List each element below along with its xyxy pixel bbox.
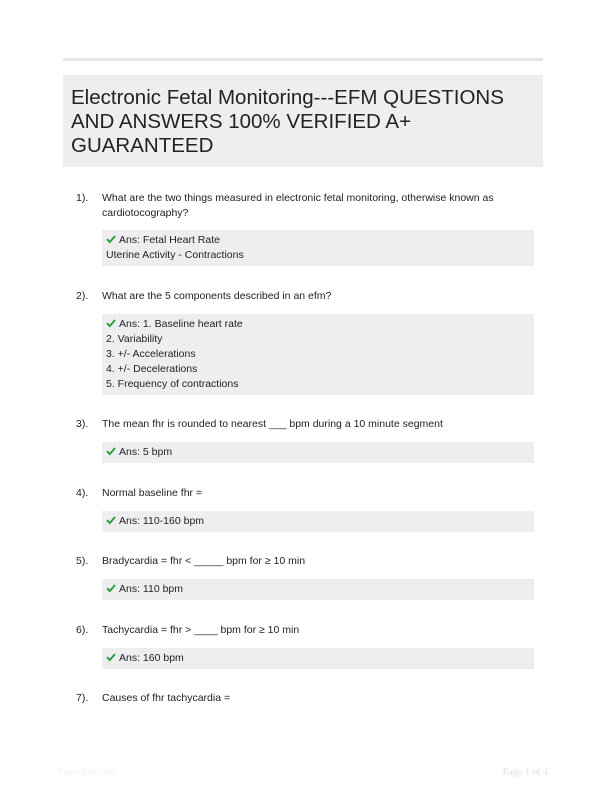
answer-box	[102, 648, 534, 669]
answer-line-first	[106, 445, 530, 460]
answer-line-first	[106, 651, 530, 666]
question-number: 1).	[76, 192, 89, 204]
question-text: Normal baseline fhr =	[102, 487, 203, 499]
question-text: Bradycardia = fhr < _____ bpm for ≥ 10 min	[102, 555, 306, 567]
answer-line-first	[106, 582, 530, 597]
page-title: Electronic Fetal Monitoring---EFM QUESTIONS AND ANSWERS 100% VERIFIED A+ GUARANTEED	[71, 86, 504, 157]
answer-line-first	[106, 233, 530, 248]
answer-box	[102, 442, 534, 463]
answer-box	[102, 230, 534, 266]
question-number: 5).	[76, 555, 89, 567]
checkmark-icon	[106, 652, 116, 662]
question-number: 3).	[76, 418, 89, 430]
answer-text: 2. Variability	[106, 333, 163, 345]
question-text: Causes of fhr tachycardia =	[102, 692, 231, 704]
question-number: 7).	[76, 692, 89, 704]
title-banner	[63, 75, 543, 167]
answer-text: Ans: 160 bpm	[119, 652, 184, 664]
answer-text: Uterine Activity - Contractions	[106, 249, 244, 261]
answer-box	[102, 314, 534, 395]
checkmark-icon	[106, 318, 116, 328]
checkmark-icon	[106, 446, 116, 456]
checkmark-icon	[106, 234, 116, 244]
question-number: 4).	[76, 487, 89, 499]
answer-line-first	[106, 317, 530, 332]
question-number: 6).	[76, 624, 89, 636]
question-number: 2).	[76, 290, 89, 302]
answer-text: Ans: Fetal Heart Rate	[119, 234, 220, 246]
question-text: The mean fhr is rounded to nearest ___ bpm during a 10 minute segment	[102, 418, 443, 430]
top-divider	[63, 58, 543, 61]
answer-box	[102, 579, 534, 600]
answer-line-first	[106, 514, 530, 529]
answer-text: Ans: 110-160 bpm	[119, 515, 205, 527]
answer-text: 3. +/- Accelerations	[106, 348, 196, 360]
answer-text: 4. +/- Decelerations	[106, 363, 198, 375]
answer-text: Ans: 1. Baseline heart rate	[119, 318, 243, 330]
answer-text: Ans: 5 bpm	[119, 446, 173, 458]
footer-site-watermark: Paperthic.com	[58, 767, 116, 777]
question-text: What are the two things measured in electronic fetal monitoring, otherwise known as cardiotocography?	[102, 192, 494, 219]
checkmark-icon	[106, 515, 116, 525]
answer-box	[102, 511, 534, 532]
page-number: Page 1 of 4	[502, 767, 548, 778]
answer-text: Ans: 110 bpm	[119, 583, 184, 595]
question-text: What are the 5 components described in an efm?	[102, 290, 332, 302]
checkmark-icon	[106, 583, 116, 593]
question-text: Tachycardia = fhr > ____ bpm for ≥ 10 min	[102, 624, 300, 636]
answer-text: 5. Frequency of contractions	[106, 378, 239, 390]
